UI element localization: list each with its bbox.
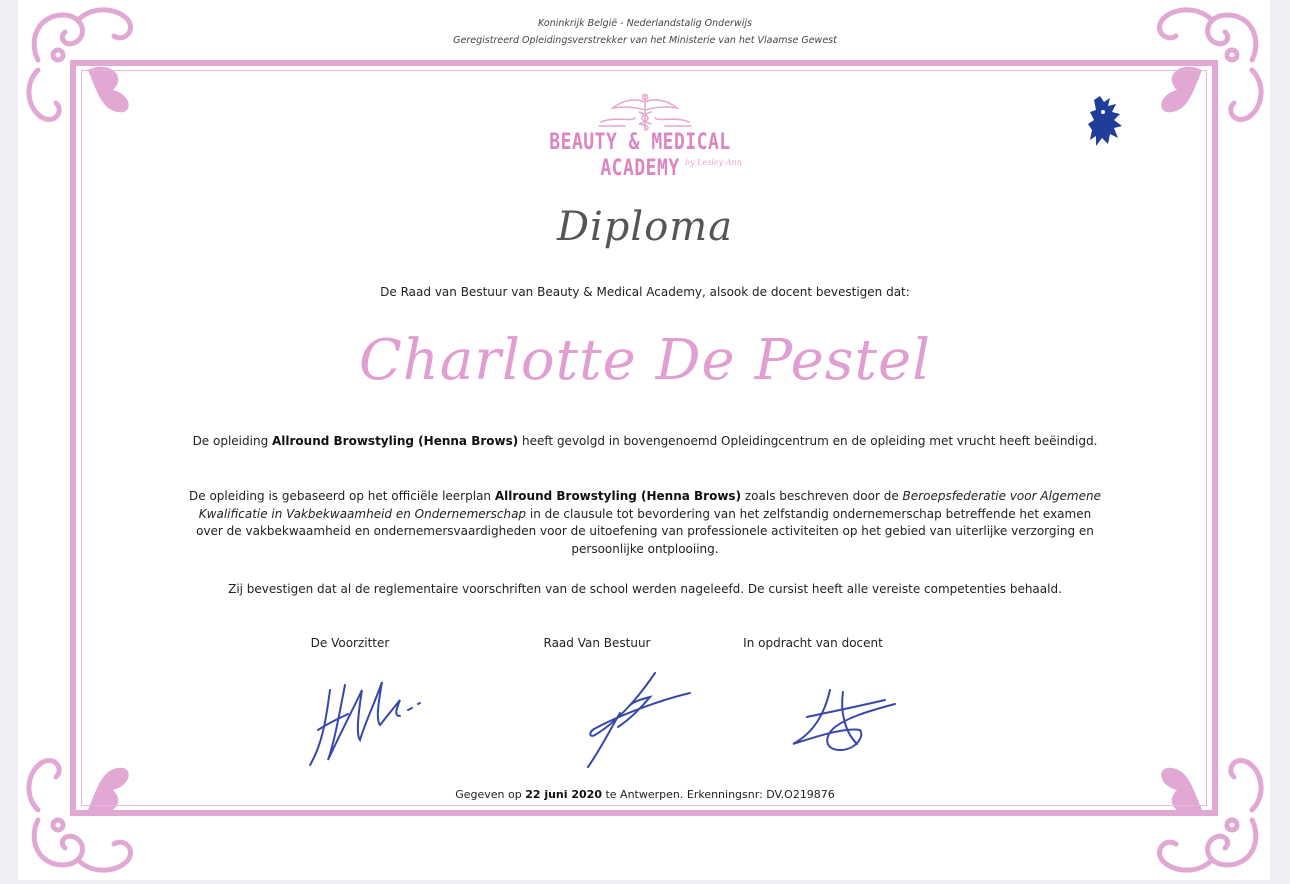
intro-text: De Raad van Bestuur van Beauty & Medical Academy, alsook de docent bevestigen dat: [380,285,910,299]
signature-label-board: Raad Van Bestuur [543,636,651,650]
diploma-title: Diploma [556,204,734,250]
signature-board [560,665,710,775]
issue-date: 22 juni 2020 [525,788,602,801]
federation-name: Beroepsfederatie voor Algemene Kwalificatie in Vakbekwaamheid en Ondernemerschap [198,489,1101,521]
curriculum-paragraph [185,488,1105,558]
academy-logo-name: BEAUTY & MEDICAL ACADEMY [549,128,731,182]
confirmation-paragraph: Zij bevestigen dat al de reglementaire voorschriften van de school werden nageleefd. De cursist heeft alle vereiste competenties behaald. [228,582,1062,596]
curriculum-course-name: Allround Browstyling (Henna Brows) [494,489,742,503]
signature-label-chair: De Voorzitter [310,636,390,650]
signature-chair [300,670,440,770]
header-kingdom: Koninkrijk België - Nederlandstalig Onderwijs [538,18,752,29]
course-name: Allround Browstyling (Henna Brows) [272,434,519,448]
paragraph2-text-start: De opleiding is gebaseerd op het officiële leerplan [189,489,495,503]
paragraph2-text-end: in de clausule tot bevordering van het zelfstandig ondernemerschap betreffende het examen over de vakbekwaamheid en ondernemersvaardigheden voor de uitoefening van professionele activiteiten op het gebied van uiterlijke verzorging en persoonlijke ontplooiing. [196,506,1094,556]
signature-label-teacher: In opdracht van docent [743,636,883,650]
paragraph1-text-start: De opleiding [192,434,272,448]
academy-logo-tagline: by Lesley-Ann [685,158,742,167]
paragraph2-text-mid: zoals beschreven door de [741,489,903,503]
header-registration: Geregistreerd Opleidingsverstrekker van het Ministerie van het Vlaamse Gewest [453,35,837,46]
signature-teacher [785,682,905,762]
issue-footer [0,788,1290,801]
course-completion-paragraph [185,433,1105,451]
footer-text-end: te Antwerpen. Erkenningsnr: DV.O219876 [601,788,835,801]
flemish-lion-crest-icon [1086,94,1126,148]
academy-logo [505,92,785,182]
paragraph1-text-end: heeft gevolgd in bovengenoemd Opleidingcentrum en de opleiding met vrucht heeft beëindigd. [518,434,1098,448]
footer-text-start: Gegeven op [455,788,526,801]
recipient-name: Charlotte De Pestel [358,328,932,393]
caduceus-icon [595,92,695,132]
